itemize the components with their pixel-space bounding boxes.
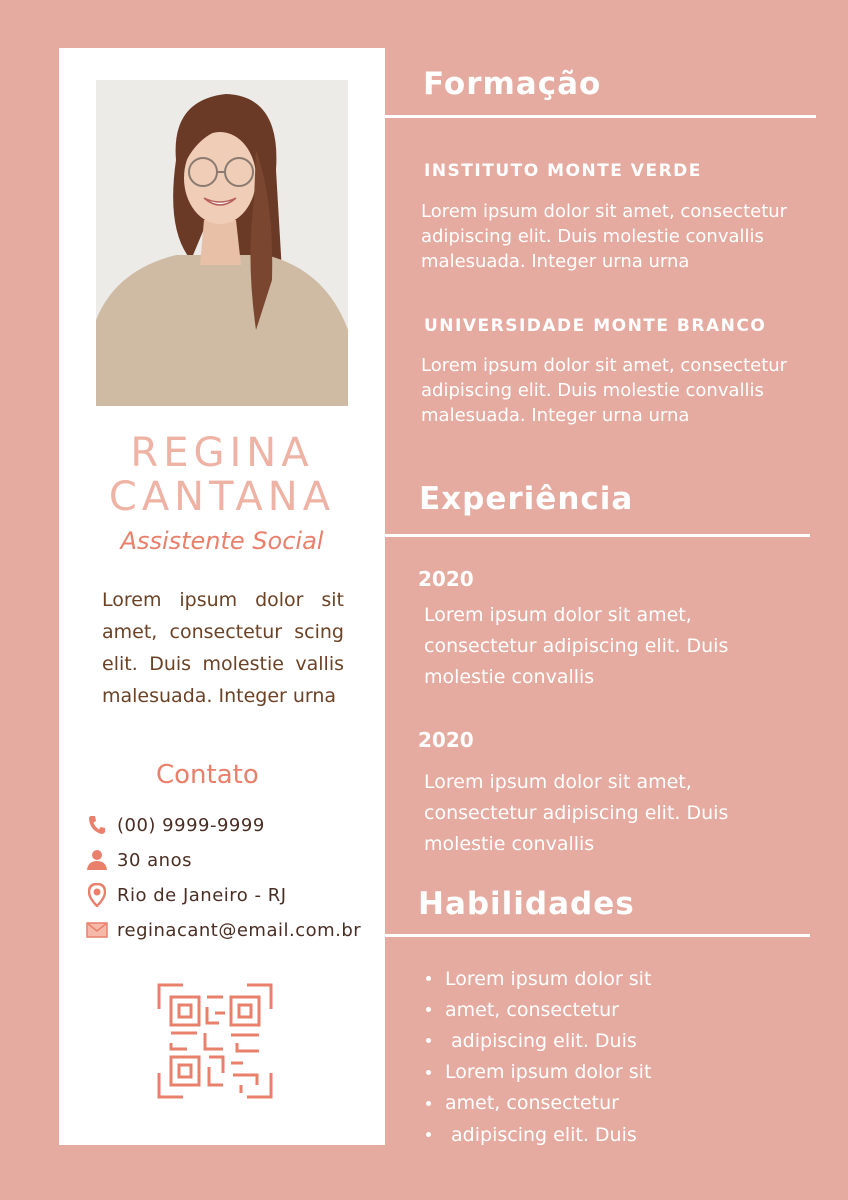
list-item: adipiscing elit. Duis [426, 1119, 651, 1150]
education-institution-1: INSTITUTO MONTE VERDE [424, 161, 702, 181]
bullet-icon [426, 1070, 431, 1075]
job-title: Assistente Social [120, 527, 324, 555]
contact-email [86, 918, 361, 942]
about-text: Lorem ipsum dolor sit amet, consectetur scing elit. Duis molestie vallis malesuada. Integer urna [102, 589, 344, 707]
first-name: REGINA [130, 430, 314, 476]
list-item: amet, consectetur [426, 994, 651, 1025]
experience-text-1: Lorem ipsum dolor sit amet, consectetur adipiscing elit. Duis molestie convallis [424, 604, 729, 688]
bullet-icon [426, 1132, 431, 1137]
experience-year-1: 2020 [418, 567, 474, 591]
education-text-2: Lorem ipsum dolor sit amet, consectetur adipiscing elit. Duis molestie convallis malesuada. Integer urna urna [421, 355, 788, 426]
education-text-1: Lorem ipsum dolor sit amet, consectetur adipiscing elit. Duis molestie convallis malesuada. Integer urna urna [421, 201, 788, 272]
last-name: CANTANA [108, 474, 336, 520]
contact-age [86, 848, 192, 872]
email-text[interactable]: reginacant@email.com.br [117, 919, 362, 941]
contact-title: Contato [156, 760, 259, 790]
bullet-icon [426, 976, 431, 981]
education-title: Formação [423, 66, 602, 102]
experience-title: Experiência [419, 481, 634, 517]
contact-location [86, 883, 287, 907]
list-item: amet, consectetur [426, 1088, 651, 1119]
experience-text-2: Lorem ipsum dolor sit amet, consectetur adipiscing elit. Duis molestie convallis [424, 771, 729, 855]
list-item: Lorem ipsum dolor sit [426, 963, 651, 994]
contact-phone [86, 813, 265, 837]
qr-code [157, 983, 273, 1099]
mail-icon [86, 919, 108, 941]
education-institution-2: UNIVERSIDADE MONTE BRANCO [424, 316, 767, 336]
list-item: Lorem ipsum dolor sit [426, 1057, 651, 1088]
education-divider [385, 115, 816, 118]
phone-text: (00) 9999-9999 [117, 814, 265, 836]
skills-list [426, 963, 651, 1150]
bullet-icon [426, 1007, 431, 1012]
list-item: adipiscing elit. Duis [426, 1025, 651, 1056]
skills-divider [385, 934, 810, 937]
location-text: Rio de Janeiro - RJ [117, 884, 287, 906]
experience-divider [385, 534, 810, 537]
age-text: 30 anos [117, 849, 192, 871]
skills-title: Habilidades [418, 886, 635, 922]
location-pin-icon [86, 884, 108, 906]
experience-year-2: 2020 [418, 728, 474, 752]
person-icon [86, 849, 108, 871]
bullet-icon [426, 1038, 431, 1043]
profile-photo [96, 80, 348, 406]
phone-icon [86, 814, 108, 836]
bullet-icon [426, 1101, 431, 1106]
